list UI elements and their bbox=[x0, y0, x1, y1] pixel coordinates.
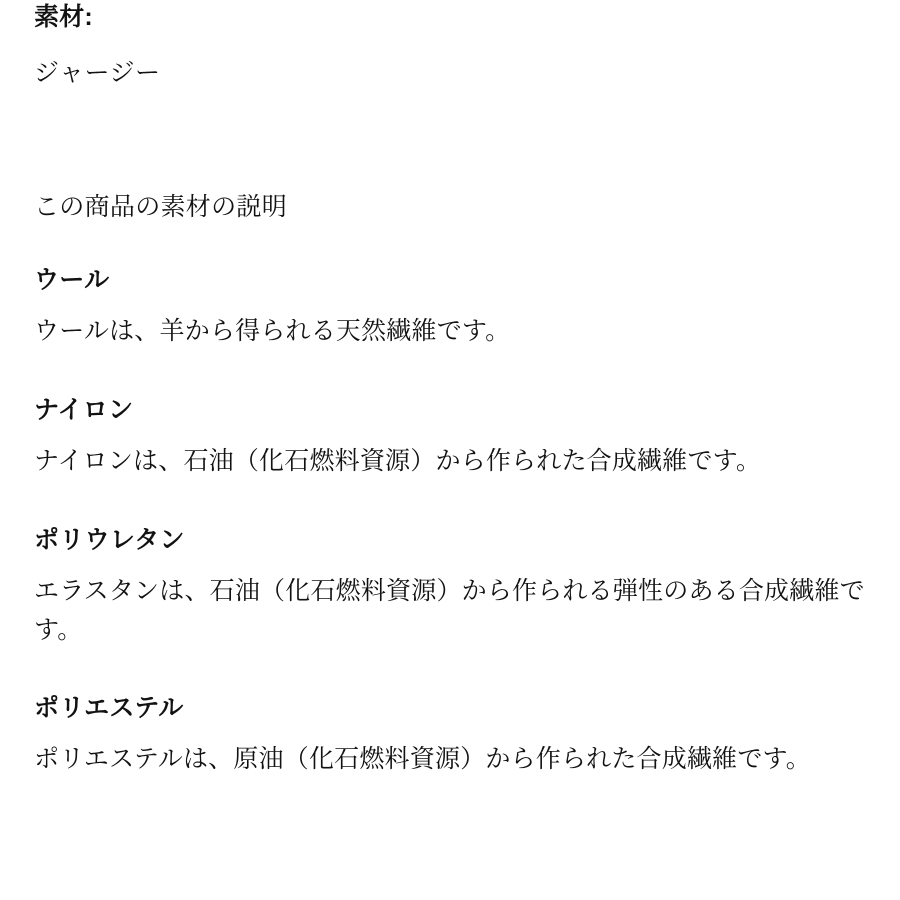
fiber-description: ナイロンは、石油（化石燃料資源）から作られた合成繊維です。 bbox=[34, 447, 762, 475]
fiber-entry-polyurethane bbox=[34, 481, 866, 650]
fiber-description: ウールは、羊から得られる天然繊維です。 bbox=[34, 317, 511, 346]
fiber-name: ポリウレタン bbox=[34, 525, 185, 554]
fiber-description: ポリエステルは、原油（化石燃料資源）から作られた合成繊維です。 bbox=[34, 745, 811, 774]
fiber-entry-polyester bbox=[34, 649, 866, 779]
material-value: ジャージー bbox=[34, 59, 161, 87]
material-description-heading: この商品の素材の説明 bbox=[34, 193, 288, 221]
fiber-name: ウール bbox=[34, 266, 110, 295]
fiber-entry-nylon bbox=[34, 351, 866, 481]
material-label: 素材: bbox=[34, 3, 93, 31]
fiber-entry-wool bbox=[34, 223, 866, 351]
fiber-description: エラスタンは、石油（化石燃料資源）から作られる弾性のある合成繊維です。 bbox=[34, 576, 865, 644]
fiber-name: ナイロン bbox=[34, 396, 134, 424]
fiber-name: ポリエステル bbox=[34, 694, 184, 723]
